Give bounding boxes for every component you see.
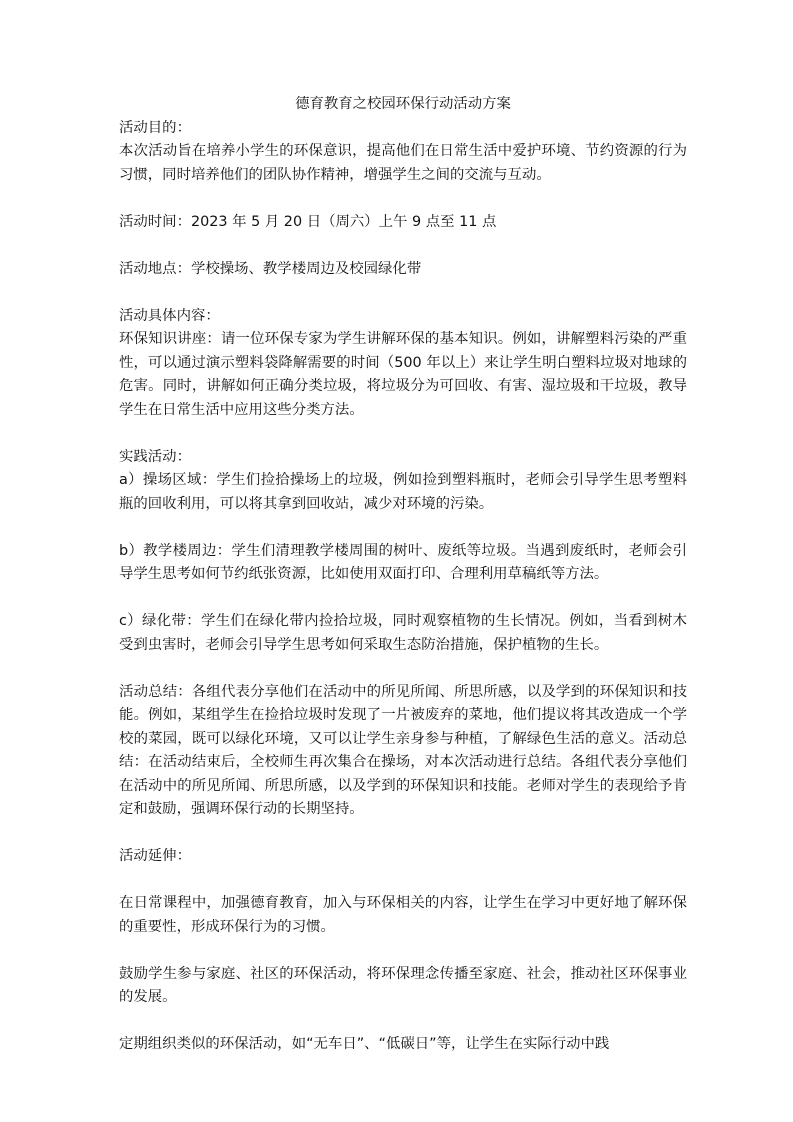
purpose-paragraph: 本次活动旨在培养小学生的环保意识，提高他们在日常生活中爱护环境、节约资源的行为习惯，同时培养他们的团队协作精神，增强学生之间的交流与互动。	[119, 143, 687, 183]
practice-b-paragraph: b）教学楼周边：学生们清理教学楼周围的树叶、废纸等垃圾。当遇到废纸时，老师会引导学生思考如何节约纸张资源，比如使用双面打印、合理利用草稿纸等方法。	[119, 542, 687, 582]
activity-location: 活动地点：学校操场、教学楼周边及校园绿化带	[119, 260, 422, 277]
practice-heading: 实践活动：	[119, 448, 191, 465]
practice-a-paragraph: a）操场区域：学生们捡拾操场上的垃圾，例如捡到塑料瓶时，老师会引导学生思考塑料瓶的回收利用，可以将其拿到回收站，减少对环境的污染。	[119, 472, 687, 512]
document-body	[119, 93, 687, 1057]
activity-time: 活动时间：2023 年 5 月 20 日（周六）上午 9 点至 11 点	[119, 213, 497, 230]
document-title: 德育教育之校园环保行动活动方案	[295, 96, 511, 112]
purpose-heading: 活动目的：	[119, 119, 191, 136]
content-heading: 活动具体内容：	[119, 307, 220, 324]
practice-c-paragraph: c）绿化带：学生们在绿化带内捡拾垃圾，同时观察植物的生长情况。例如，当看到树木受到虫害时，老师会引导学生思考如何采取生态防治措施，保护植物的生长。	[119, 613, 687, 653]
extension-paragraph-3: 定期组织类似的环保活动，如“无车日”、“低碳日”等，让学生在实际行动中践	[119, 1036, 610, 1052]
extension-paragraph-1: 在日常课程中，加强德育教育，加入与环保相关的内容，让学生在学习中更好地了解环保的重要性，形成环保行为的习惯。	[119, 895, 687, 935]
summary-paragraph: 活动总结：各组代表分享他们在活动中的所见所闻、所思所感，以及学到的环保知识和技能。例如，某组学生在捡拾垃圾时发现了一片被废弃的菜地，他们提议将其改造成一个学校的菜园，既可以绿化环境，又可以让学生亲身参与种植，了解绿色生活的意义。活动总结：在活动结束后，全校师生再次集合在操场，对本次活动进行总结。各组代表分享他们在活动中的所见所闻、所思所感，以及学到的环保知识和技能。老师对学生的表现给予肯定和鼓励，强调环保行动的长期坚持。	[119, 683, 687, 817]
lecture-paragraph: 环保知识讲座：请一位环保专家为学生讲解环保的基本知识。例如，讲解塑料污染的严重性，可以通过演示塑料袋降解需要的时间（500 年以上）来让学生明白塑料垃圾对地球的危害。同时，讲解如何正确分类垃圾，将垃圾分为可回收、有害、湿垃圾和干垃圾，教导学生在日常生活中应用这些分类方法。	[119, 331, 687, 418]
extension-paragraph-2: 鼓励学生参与家庭、社区的环保活动，将环保理念传播至家庭、社会，推动社区环保事业的发展。	[119, 965, 687, 1005]
extension-heading: 活动延伸：	[119, 848, 191, 864]
